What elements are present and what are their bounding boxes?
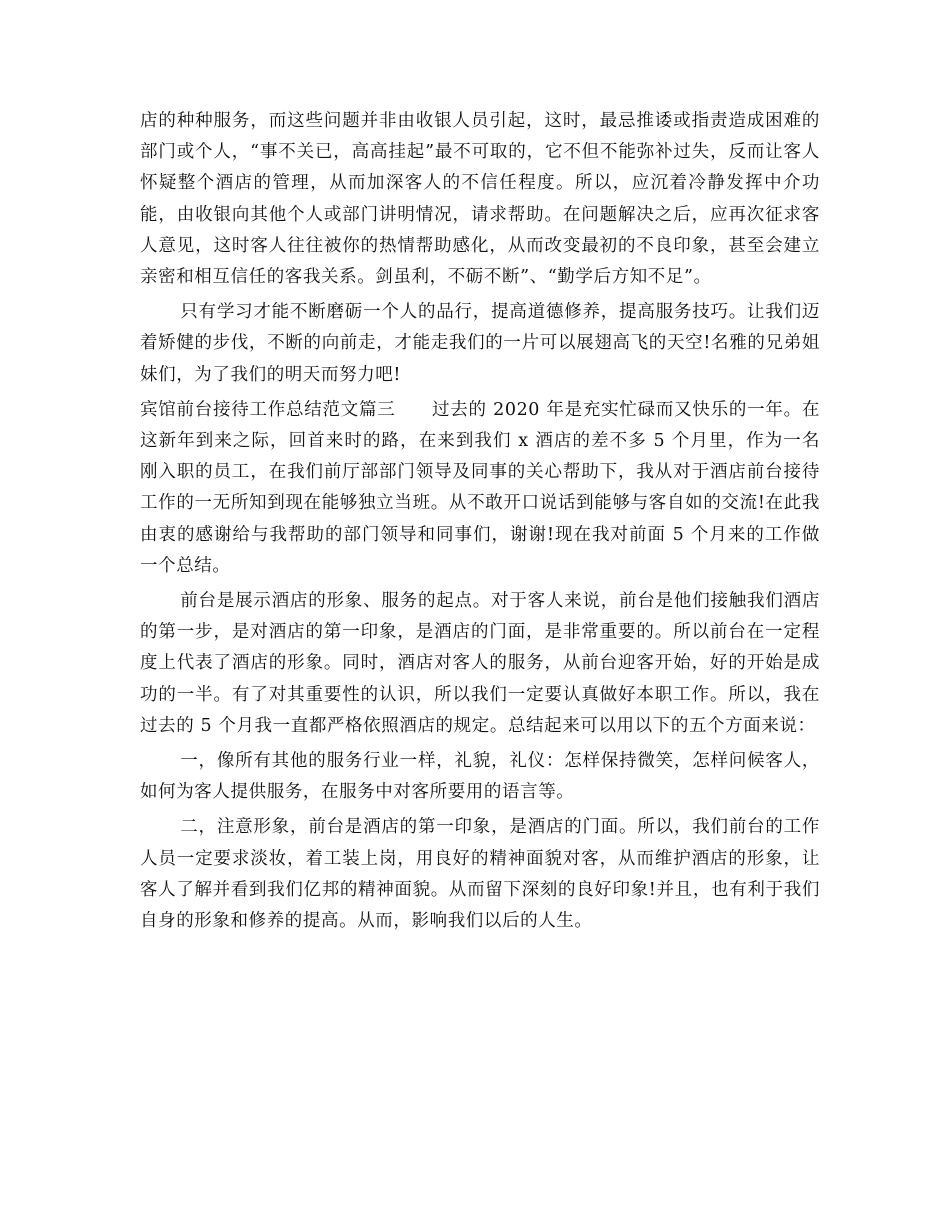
paragraph-4: 前台是展示酒店的形象、服务的起点。对于客人来说，前台是他们接触我们酒店的第一步，是对酒店的第一印象，是酒店的门面，是非常重要的。所以前台在一定程度上代表了酒店的形象。同时，酒店对客人的服务，从前台迎客开始，好的开始是成功的一半。有了对其重要性的认识，所以我们一定要认真做好本职工作。所以，我在过去的 5 个月我一直都严格依照酒店的规定。总结起来可以用以下的五个方面来说：	[140, 591, 820, 736]
paragraph-1: 店的种种服务，而这些问题并非由收银人员引起，这时，最忌推诿或指责造成困难的部门或个人，“事不关已，高高挂起”最不可取的，它不但不能弥补过失，反而让客人怀疑整个酒店的管理，从而加深客人的不信任程度。所以，应沉着冷静发挥中介功能，由收银向其他个人或部门讲明情况，请求帮助。在问题解决之后，应再次征求客人意见，这时客人往往被你的热情帮助感化，从而改变最初的不良印象，甚至会建立亲密和相互信任的客我关系。剑虽利，不砺不断”、“勤学后方知不足”。	[140, 111, 820, 288]
paragraph-5: 一，像所有其他的服务行业一样，礼貌，礼仪：怎样保持微笑，怎样问候客人，如何为客人提供服务，在服务中对客所要用的语言等。	[140, 751, 820, 803]
paragraph-3-section-heading: 宾馆前台接待工作总结范文篇三 过去的 2020 年是充实忙碌而又快乐的一年。在这新年到来之际，回首来时的路，在来到我们 x 酒店的差不多 5 个月里，作为一名刚入职的员工，在我们前厅部部门领导及同事的关心帮助下，我从对于酒店前台接待工作的一无所知到现在能够独立当班。从不敢开口说话到能够与客自如的交流!在此我由衷的感谢给与我帮助的部门领导和同事们，谢谢!现在我对前面 5 个月来的工作做一个总结。	[140, 399, 820, 576]
document-page	[140, 106, 820, 941]
paragraph-2: 只有学习才能不断磨砺一个人的品行，提高道德修养，提高服务技巧。让我们迈着矫健的步伐，不断的向前走，才能走我们的一片可以展翅高飞的天空!名雅的兄弟姐妹们，为了我们的明天而努力吧!	[140, 302, 820, 385]
paragraph-6: 二，注意形象，前台是酒店的第一印象，是酒店的门面。所以，我们前台的工作人员一定要求淡妆，着工装上岗，用良好的精神面貌对客，从而维护酒店的形象，让客人了解并看到我们亿邦的精神面貌。从而留下深刻的良好印象!并且，也有利于我们自身的形象和修养的提高。从而，影响我们以后的人生。	[140, 817, 820, 932]
